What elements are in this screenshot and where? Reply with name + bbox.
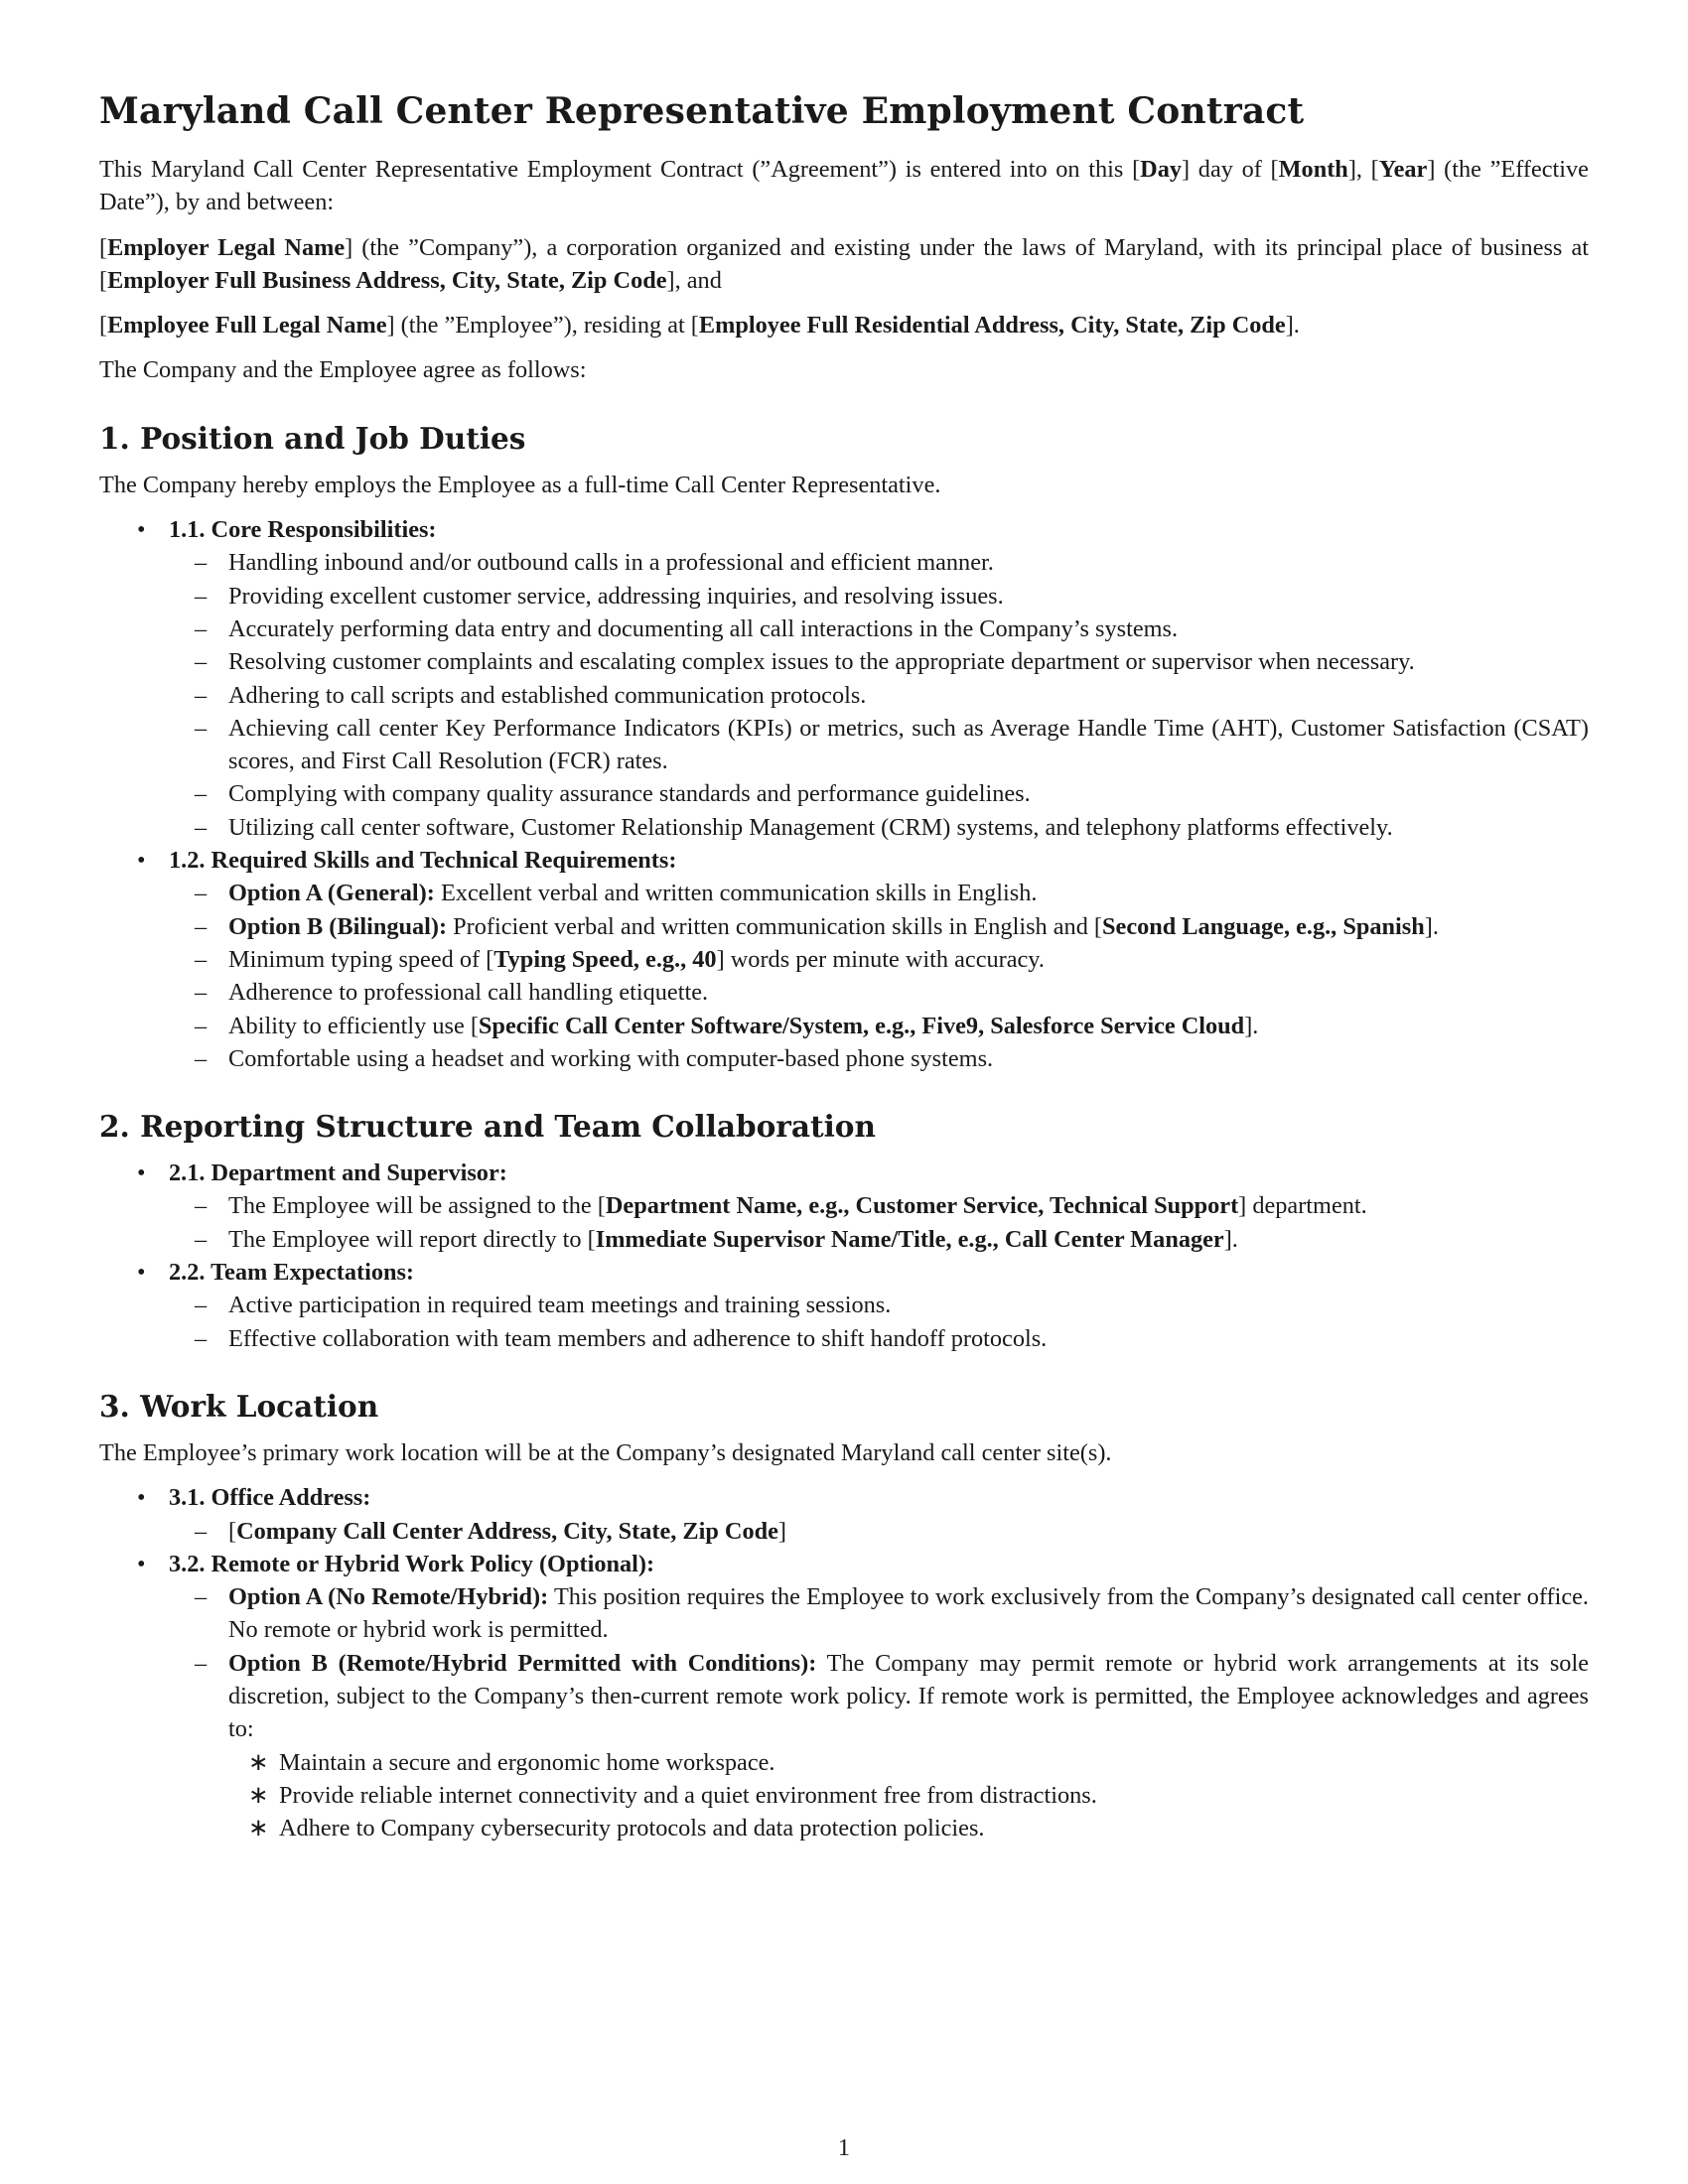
- list-item: – [Company Call Center Address, City, State, Zip Code]: [99, 1515, 1589, 1548]
- list-item: – Option A (General): Excellent verbal and written communication skills in English.: [99, 877, 1589, 909]
- list-item: – Minimum typing speed of [Typing Speed, e.g., 40] words per minute with accuracy.: [99, 943, 1589, 976]
- employer-paragraph: [Employer Legal Name] (the ”Company”), a corporation organized and existing under the laws of Maryland, with its principal place of business at [Employer Full Business Address, City, State, Zip Code], and: [99, 233, 1589, 294]
- subsection-required-skills: [99, 844, 1589, 1075]
- subsection-list: [99, 513, 1589, 1075]
- list-item: – Adherence to professional call handling etiquette.: [99, 976, 1589, 1009]
- list-item: – The Employee will report directly to [Immediate Supervisor Name/Title, e.g., Call Center Manager].: [99, 1223, 1589, 1256]
- subsection-team-expectations: [99, 1256, 1589, 1355]
- list-item: – Ability to efficiently use [Specific Call Center Software/System, e.g., Five9, Salesforce Service Cloud].: [99, 1010, 1589, 1042]
- subsection-label: 3.1. Office Address:: [169, 1484, 371, 1512]
- document-title: Maryland Call Center Representative Employment Contract: [99, 90, 1305, 132]
- list-item: – The Employee will be assigned to the [Department Name, e.g., Customer Service, Technical Support] department.: [99, 1189, 1589, 1222]
- intro-paragraph: This Maryland Call Center Representative Employment Contract (”Agreement”) is entered into on this [Day] day of [Month], [Year] (the ”Effective Date”), by and between:: [99, 156, 1589, 216]
- subsection-label: 2.2. Team Expectations:: [169, 1259, 415, 1287]
- employee-name-field: Employee Full Legal Name: [107, 312, 387, 340]
- year-field: Year: [1378, 156, 1428, 183]
- list-item: ∗ Provide reliable internet connectivity and a quiet environment free from distractions.: [99, 1779, 1589, 1812]
- contract-page: [99, 81, 1589, 1844]
- typing-speed-field: Typing Speed, e.g., 40: [493, 945, 717, 973]
- employee-address-field: Employee Full Residential Address, City, State, Zip Code: [698, 312, 1286, 340]
- subsection-core-responsibilities: [99, 513, 1589, 844]
- section-reporting: [99, 1107, 1589, 1355]
- list-item: – Providing excellent customer service, addressing inquiries, and resolving issues.: [99, 580, 1589, 613]
- list-item: – Complying with company quality assurance standards and performance guidelines.: [99, 777, 1589, 810]
- subsection-list: [99, 1481, 1589, 1844]
- list-item: – Resolving customer complaints and escalating complex issues to the appropriate department or supervisor when necessary.: [99, 645, 1589, 678]
- second-language-field: Second Language, e.g., Spanish: [1102, 912, 1425, 940]
- list-item: ∗ Maintain a secure and ergonomic home workspace.: [99, 1746, 1589, 1779]
- subsection-remote-policy: [99, 1548, 1589, 1845]
- subsection-label: 1.2. Required Skills and Technical Requirements:: [169, 847, 677, 875]
- list-item: – Handling inbound and/or outbound calls in a professional and efficient manner.: [99, 546, 1589, 579]
- office-address-field: Company Call Center Address, City, State, Zip Code: [236, 1517, 778, 1545]
- list-item: – Achieving call center Key Performance Indicators (KPIs) or metrics, such as Average Handle Time (AHT), Customer Satisfaction (CSAT) scores, and First Call Resolution (FCR) rates.: [99, 712, 1589, 778]
- subsection-list: [99, 1157, 1589, 1355]
- employer-name-field: Employer Legal Name: [107, 233, 346, 261]
- department-field: Department Name, e.g., Customer Service, Technical Support: [605, 1192, 1239, 1220]
- supervisor-field: Immediate Supervisor Name/Title, e.g., Call Center Manager: [595, 1225, 1224, 1253]
- subsection-department: [99, 1157, 1589, 1256]
- agreement-lead: The Company and the Employee agree as follows:: [99, 356, 587, 384]
- section-lead: The Employee’s primary work location will be at the Company’s designated Maryland call center site(s).: [99, 1438, 1112, 1466]
- list-item: – Option B (Remote/Hybrid Permitted with Conditions): The Company may permit remote or hybrid work arrangements at its sole discretion, subject to the Company’s then-current remote work policy. If remote work is permitted, the Employee acknowledges and agrees to: ∗ Maintain a secure and ergonomic home workspace. ∗ Provide reliable internet connectivity and a quiet environment free from distractions. ∗ Adhere to Company cybersecurity protocols and data protection policies.: [99, 1647, 1589, 1845]
- subsection-label: 2.1. Department and Supervisor:: [169, 1160, 507, 1187]
- list-item: – Comfortable using a headset and working with computer-based phone systems.: [99, 1042, 1589, 1075]
- section-heading: 2. Reporting Structure and Team Collaboration: [99, 1109, 876, 1145]
- section-position: [99, 419, 1589, 1075]
- day-field: Day: [1140, 156, 1183, 183]
- list-item: – Accurately performing data entry and documenting all call interactions in the Company’s systems.: [99, 613, 1589, 645]
- list-item: – Active participation in required team meetings and training sessions.: [99, 1289, 1589, 1321]
- list-item: – Option B (Bilingual): Proficient verbal and written communication skills in English and [Second Language, e.g., Spanish].: [99, 910, 1589, 943]
- section-lead: The Company hereby employs the Employee as a full-time Call Center Representative.: [99, 471, 941, 498]
- list-item: – Option A (No Remote/Hybrid): This position requires the Employee to work exclusively from the Company’s designated call center office. No remote or hybrid work is permitted.: [99, 1580, 1589, 1647]
- list-item: ∗ Adhere to Company cybersecurity protocols and data protection policies.: [99, 1812, 1589, 1844]
- list-item: – Adhering to call scripts and established communication protocols.: [99, 679, 1589, 712]
- employer-address-field: Employer Full Business Address, City, State, Zip Code: [107, 266, 667, 294]
- subsection-label: 1.1. Core Responsibilities:: [169, 516, 437, 544]
- month-field: Month: [1278, 156, 1348, 183]
- section-heading: 1. Position and Job Duties: [99, 420, 526, 456]
- list-item: – Effective collaboration with team members and adherence to shift handoff protocols.: [99, 1322, 1589, 1355]
- page-number: 1: [837, 2134, 851, 2161]
- subsection-office-address: [99, 1481, 1589, 1548]
- section-work-location: [99, 1387, 1589, 1845]
- employee-paragraph: [Employee Full Legal Name] (the ”Employee”), residing at [Employee Full Residential Address, City, State, Zip Code].: [99, 312, 1300, 340]
- section-heading: 3. Work Location: [99, 1388, 379, 1424]
- list-item: – Utilizing call center software, Customer Relationship Management (CRM) systems, and telephony platforms effectively.: [99, 811, 1589, 844]
- subsection-label: 3.2. Remote or Hybrid Work Policy (Optional):: [169, 1550, 655, 1577]
- software-field: Specific Call Center Software/System, e.g., Five9, Salesforce Service Cloud: [478, 1012, 1245, 1039]
